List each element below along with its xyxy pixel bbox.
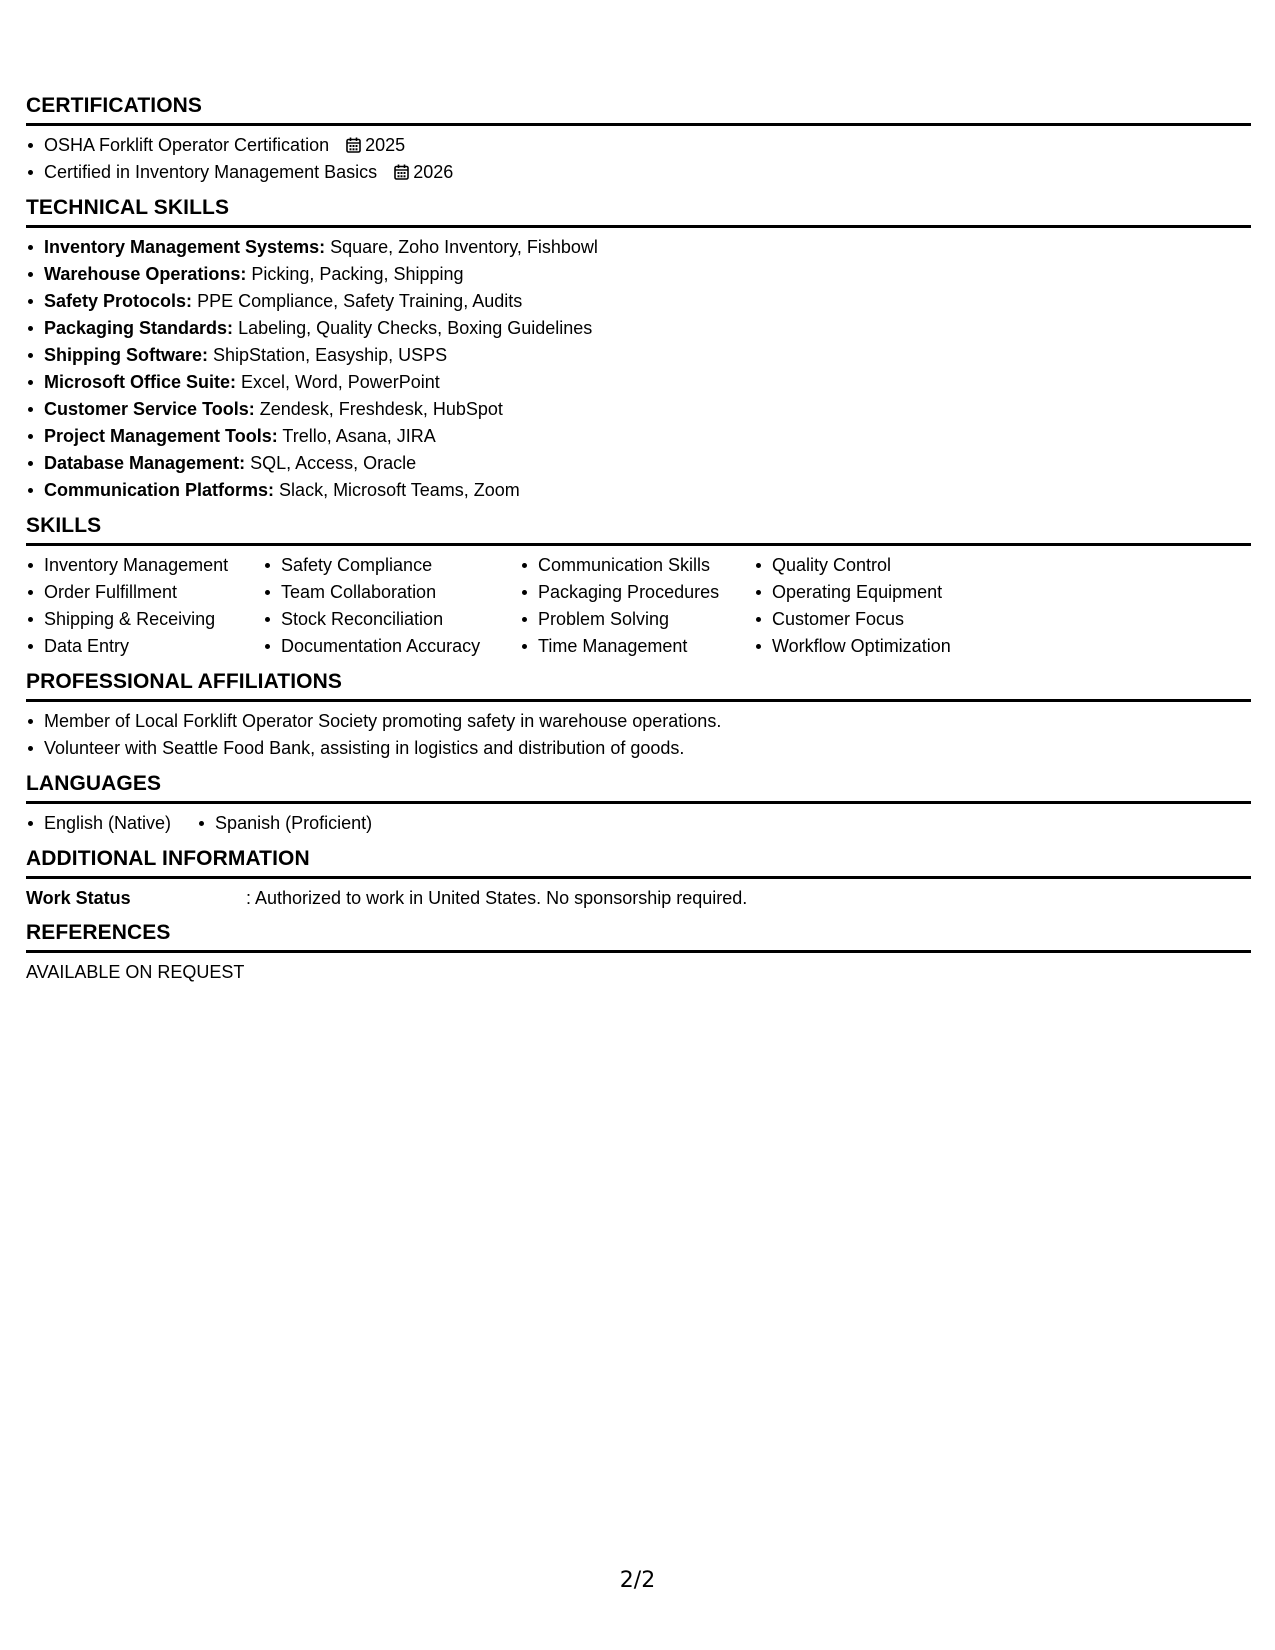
list-item: Database Management: SQL, Access, Oracle (44, 450, 1251, 477)
list-item: Workflow Optimization (772, 633, 992, 660)
list-item: Time Management (538, 633, 750, 660)
list-item: Safety Protocols: PPE Compliance, Safety Training, Audits (44, 288, 1251, 315)
list-item: Spanish (Proficient) (215, 810, 372, 837)
additional-info-section (26, 847, 1251, 911)
info-value: : Authorized to work in United States. No sponsorship required. (246, 888, 748, 908)
cert-year: 2025 (365, 135, 406, 155)
languages-list (26, 810, 1251, 837)
list-item: English (Native) (44, 810, 171, 837)
section-title: ADDITIONAL INFORMATION (26, 847, 1251, 879)
skills-column (44, 552, 259, 660)
cert-year: 2026 (413, 162, 454, 182)
section-title: REFERENCES (26, 921, 1251, 953)
work-status-row (26, 885, 1251, 911)
list-item: Shipping & Receiving (44, 606, 259, 633)
list-item: Communication Skills (538, 552, 750, 579)
page-number: 2/2 (619, 1568, 656, 1593)
list-item: Packaging Standards: Labeling, Quality Checks, Boxing Guidelines (44, 315, 1251, 342)
references-text: AVAILABLE ON REQUEST (26, 962, 245, 982)
skills-column (538, 552, 750, 660)
technical-skills-list (26, 234, 1251, 504)
affiliations-section (26, 670, 1251, 762)
section-title: CERTIFICATIONS (26, 94, 1251, 126)
list-item: Packaging Procedures (538, 579, 750, 606)
list-item: Problem Solving (538, 606, 750, 633)
list-item: Project Management Tools: Trello, Asana, JIRA (44, 423, 1251, 450)
list-item: Data Entry (44, 633, 259, 660)
references-section (26, 921, 1251, 985)
list-item: Operating Equipment (772, 579, 992, 606)
list-item: Volunteer with Seattle Food Bank, assisting in logistics and distribution of goods. (44, 735, 1251, 762)
list-item: OSHA Forklift Operator Certification 2025 (44, 132, 1251, 159)
list-item: Documentation Accuracy (281, 633, 516, 660)
list-item: Safety Compliance (281, 552, 516, 579)
skills-column (772, 552, 992, 660)
skills-grid (26, 552, 1251, 660)
certifications-section (26, 94, 1251, 186)
list-item: Microsoft Office Suite: Excel, Word, PowerPoint (44, 369, 1251, 396)
languages-section (26, 772, 1251, 837)
list-item: Order Fulfillment (44, 579, 259, 606)
list-item: Shipping Software: ShipStation, Easyship, USPS (44, 342, 1251, 369)
list-item: Team Collaboration (281, 579, 516, 606)
list-item: Customer Focus (772, 606, 992, 633)
list-item: Stock Reconciliation (281, 606, 516, 633)
resume-page-2 (26, 94, 1251, 995)
certifications-list (26, 132, 1251, 186)
calendar-icon (346, 137, 361, 153)
list-item: Quality Control (772, 552, 992, 579)
list-item: Inventory Management (44, 552, 259, 579)
calendar-icon (394, 164, 409, 180)
section-title: PROFESSIONAL AFFILIATIONS (26, 670, 1251, 702)
affiliations-list (26, 708, 1251, 762)
section-title: TECHNICAL SKILLS (26, 196, 1251, 228)
list-item: Warehouse Operations: Picking, Packing, Shipping (44, 261, 1251, 288)
list-item: Communication Platforms: Slack, Microsoft Teams, Zoom (44, 477, 1251, 504)
section-title: SKILLS (26, 514, 1251, 546)
skills-column (281, 552, 516, 660)
section-title: LANGUAGES (26, 772, 1251, 804)
info-label: Work Status (26, 888, 131, 908)
list-item: Customer Service Tools: Zendesk, Freshdesk, HubSpot (44, 396, 1251, 423)
list-item: Inventory Management Systems: Square, Zoho Inventory, Fishbowl (44, 234, 1251, 261)
list-item: Member of Local Forklift Operator Society promoting safety in warehouse operations. (44, 708, 1251, 735)
skills-section (26, 514, 1251, 660)
technical-skills-section (26, 196, 1251, 504)
list-item: Certified in Inventory Management Basics 2026 (44, 159, 1251, 186)
